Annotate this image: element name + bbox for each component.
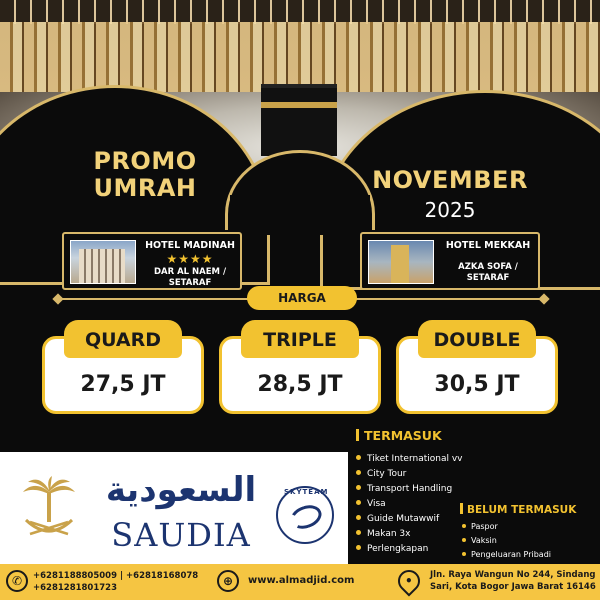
- contact-footer: [0, 564, 600, 600]
- hotel-mekkah-note: SETARAF: [466, 273, 510, 283]
- price-card-quard: [42, 320, 204, 414]
- promo-line-2: UMRAH: [93, 174, 197, 202]
- room-type-label: DOUBLE: [418, 320, 536, 358]
- hotel-madinah-name: [140, 267, 240, 289]
- phone-line-1[interactable]: +6281188805009 | +62818168078: [33, 571, 199, 581]
- saudia-wordmark: SAUDIA: [111, 516, 251, 554]
- price-amount: 30,5 JT: [434, 372, 520, 397]
- hotel-madinah-photo: [70, 240, 136, 284]
- hotel-madinah-note: SETARAF: [168, 278, 212, 288]
- hotel-rating-stars: ★★★★: [166, 252, 214, 266]
- office-address: Jln. Raya Wangun No 244, Sindang Sari, Kota Bogor Jawa Barat 16146: [430, 570, 596, 592]
- hotel-mekkah-name: [438, 262, 538, 284]
- list-item: Transport Handling: [356, 482, 463, 497]
- hotel-card-madinah: [62, 232, 242, 290]
- saudia-arabic-wordmark: السعودية: [105, 470, 257, 510]
- price-card-double: [396, 320, 558, 414]
- skyteam-label: SKYTEAM: [284, 488, 329, 496]
- mosque-arcade: [0, 22, 600, 92]
- promo-line-1: PROMO: [93, 147, 197, 175]
- excluded-list: [462, 520, 551, 562]
- list-item: Perlengkapan: [356, 542, 463, 557]
- website-link[interactable]: www.almadjid.com: [248, 575, 355, 586]
- hotel-mekkah-photo: [368, 240, 434, 284]
- promo-headline: [70, 148, 220, 202]
- saudi-palm-swords-icon: [20, 476, 78, 542]
- kaaba: [261, 84, 337, 156]
- list-item: Paspor: [462, 520, 551, 534]
- hotel-madinah-name-line: DAR AL NAEM /: [153, 267, 227, 277]
- room-type-label: QUARD: [64, 320, 182, 358]
- room-type-label: TRIPLE: [241, 320, 359, 358]
- list-item: Visa: [356, 497, 463, 512]
- included-heading: TERMASUK: [356, 428, 442, 443]
- harga-badge: HARGA: [247, 286, 357, 310]
- list-item: Tiket International vv: [356, 452, 463, 467]
- list-item: Makan 3x: [356, 527, 463, 542]
- skyteam-swirl: [287, 501, 325, 533]
- list-item: Guide Mutawwif: [356, 512, 463, 527]
- hotel-card-mekkah: [360, 232, 540, 290]
- whatsapp-icon[interactable]: ✆: [6, 570, 28, 592]
- excluded-heading: BELUM TERMASUK: [460, 503, 576, 516]
- price-amount: 27,5 JT: [80, 372, 166, 397]
- included-list: [356, 452, 463, 557]
- list-item: Pengeluaran Pribadi: [462, 548, 551, 562]
- hotel-madinah-title: HOTEL MADINAH: [145, 240, 235, 251]
- hotel-mekkah-title: HOTEL MEKKAH: [445, 240, 531, 251]
- price-amount: 28,5 JT: [257, 372, 343, 397]
- list-item: City Tour: [356, 467, 463, 482]
- saudia-logo-panel: [0, 452, 348, 564]
- hotel-mekkah-name-line: AZKA SOFA /: [458, 262, 518, 272]
- map-pin-icon[interactable]: •: [393, 565, 424, 596]
- globe-icon[interactable]: ⊕: [217, 570, 239, 592]
- price-card-triple: [219, 320, 381, 414]
- phone-numbers[interactable]: [33, 570, 198, 594]
- promo-month: NOVEMBER: [372, 166, 528, 194]
- list-item: Vaksin: [462, 534, 551, 548]
- phone-line-2[interactable]: +6281281801723: [33, 583, 118, 593]
- arch-middle-fill: [230, 195, 370, 235]
- promo-year: 2025: [424, 198, 476, 222]
- mosque-upper-arcade: [0, 0, 600, 24]
